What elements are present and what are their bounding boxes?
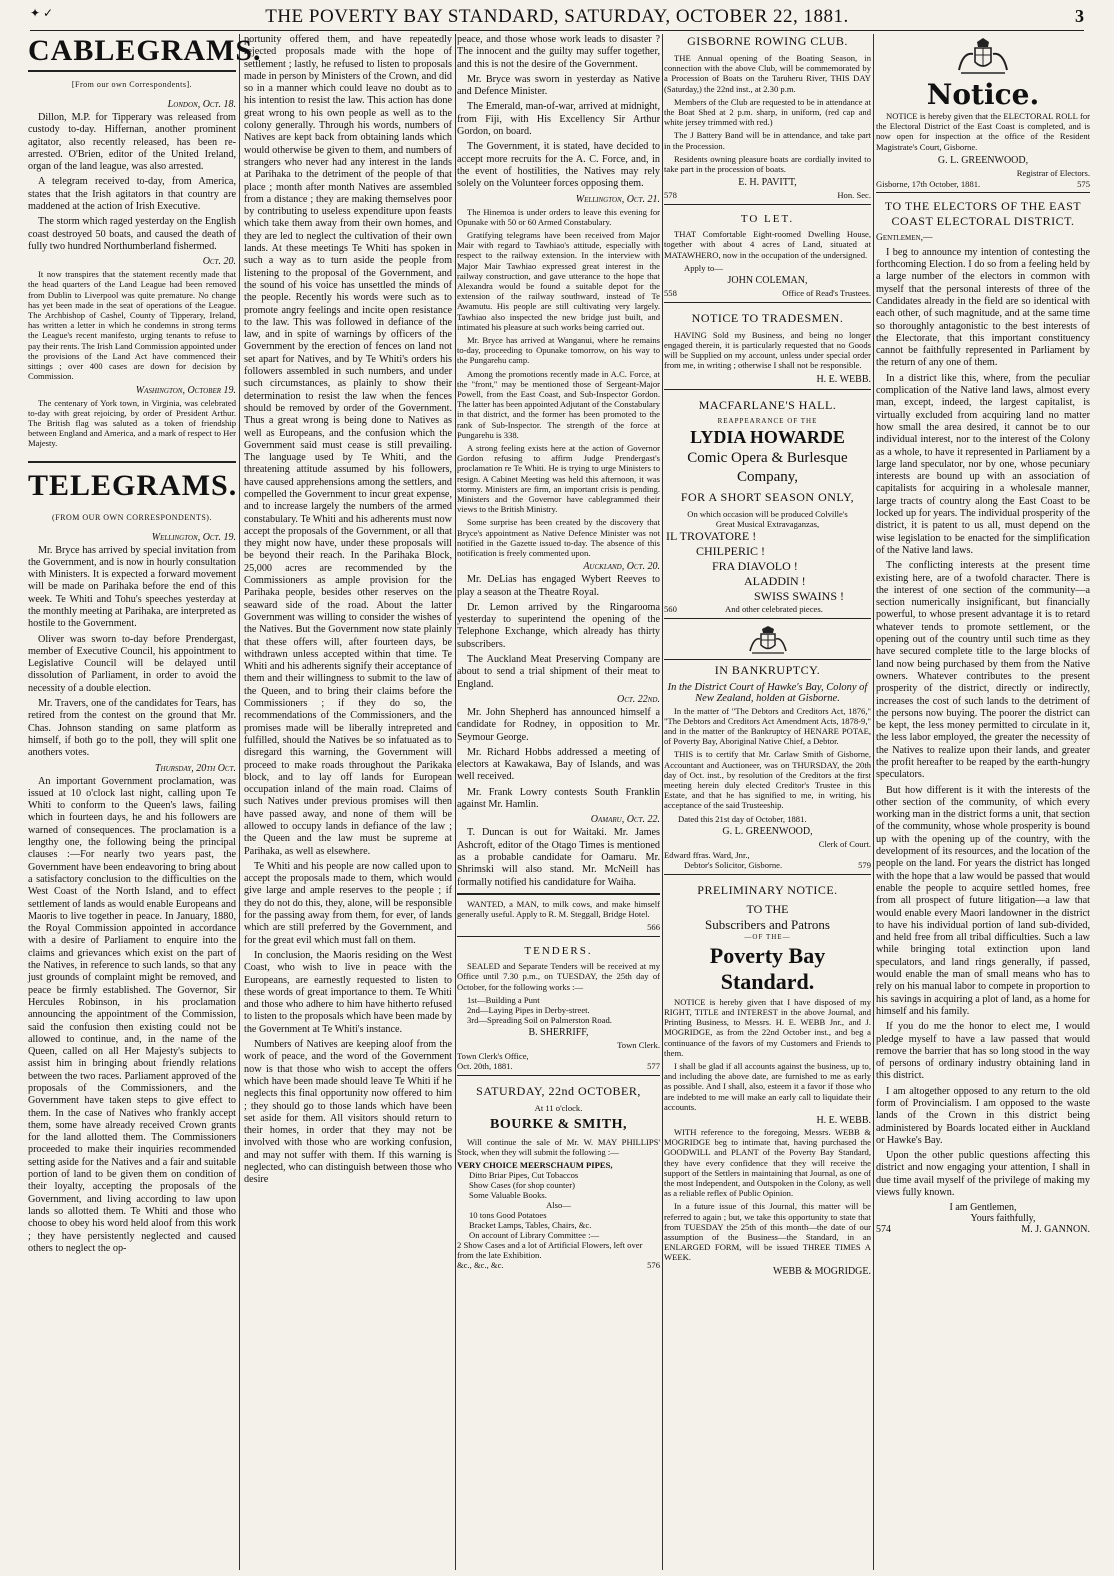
ad-heading: IN BANKRUPTCY. (664, 659, 871, 678)
letter-signature: M. J. GANNON. (1021, 1224, 1090, 1236)
article-paragraph: Mr. Frank Lowry contests South Franklin against Mr. Hamlin. (457, 786, 660, 811)
letter-paragraph: The conflicting interests at the present time existing here, are of a twofold character. There is the interest of one section of the community—a section numerically insignificant, but financially powerful, to whose present advantage it is to retard whatever tends to promote settlement, or the opening out of the country until such time as they have secured complete title to the large blocks of land now being purchased by them from the Native owners. Whatever contributes to the present prosperity of the district, directly or indirectly, increases the cost of such lands to the detriment of the persons now buying. The poorer the district can be kept, the less money permitted to circulate in it, the less labor employed, the greater the necessity of the Natives to realize upon their lands, and greater the profit hereafter to be reaped by the earth-hungry speculators. (876, 560, 1090, 781)
ad-number: 558 (664, 287, 677, 298)
article-paragraph: The Auckland Meat Preserving Company are about to send a trial shipment of their meat to England. (457, 654, 660, 690)
ad-signature: WEBB & MOGRIDGE. (772, 1265, 871, 1277)
ad-text: In a future issue of this Journal, this matter will be referred to again ; but, we take this opportunity to state that from TUESDAY the 25th of this month—the date of our assumption of the Business—the Standard, in an ENLARGED FORM, will be issued THREE TIMES A WEEK. (664, 1201, 871, 1263)
ad-signature: G. L. GREENWOOD, (722, 825, 813, 837)
sale-item: 2 Show Cases and a lot of Artificial Flowers, left over from the late Exhibition. (457, 1240, 643, 1261)
ad-apply: Apply to— (684, 262, 723, 273)
ad-text: WITH reference to the foregoing, Messrs. WEBB & MOGRIDGE beg to intimate that, having purchased the GOODWILL and PLANT of the Poverty Bay Standard, they have every confidence that they will receive the support of the Settlers in maintaining that Journal, as one of the most Independent, and Outspoken in the Colony, as well as a reliable reflex of Public Opinion. (664, 1126, 871, 1199)
ad-date-row (876, 1224, 1090, 1235)
ad-heading: TO LET. (740, 213, 795, 226)
column-2 (244, 34, 452, 1570)
sale-item: 10 tons Good Potatoes (469, 1210, 547, 1221)
ad-heading: GISBORNE ROWING CLUB. (687, 34, 848, 48)
to-let-ad (664, 204, 871, 298)
ad-signature-role: Clerk of Court. (818, 838, 871, 849)
ad-text: THIS is to certify that Mr. Carlaw Smith of Gisborne, Accountant and Auctioneer, was on THURSDAY, the 20th day of Oct. inst., by resolution of the Creditors at the first meeting herein duly elected Creditor's Trustee in this Estate, and that he has signified to me, in writing, his acceptance of the said Trusteeship. (664, 749, 871, 811)
opera-title: SWISS SWAINS ! (754, 588, 845, 603)
ad-date: Dated this 21st day of October, 1881. (678, 813, 807, 824)
corner-mark: ✦ ✓ (30, 6, 54, 20)
ad-time: At 11 o'clock. (534, 1102, 583, 1113)
ad-signature: B. SHERRIFF, (528, 1026, 589, 1038)
dateline: Oct. 22nd. (616, 693, 660, 705)
column-5 (876, 34, 1090, 1570)
opera-list (664, 529, 871, 604)
ad-number: 560 (664, 603, 677, 614)
article-paragraph: Mr. Bryce has arrived by special invitation from the Government, and is now in hourly consultation with Ministers. It is expected a forward movement will be made on Parihaka before the end of this week. Te Whiti and Tohu's speeches yesterday at the monthly meeting at Parihaka, are interpreted as hostile to the Government. (28, 544, 236, 630)
ad-signature-role: Registrar of Electors. (1016, 167, 1090, 178)
dateline: London, Oct. 18. (167, 99, 236, 110)
bankruptcy-notice (664, 618, 871, 870)
sale-etc: &c., &c., &c. (457, 1260, 504, 1271)
salutation: Gentlemen,— (876, 232, 933, 243)
sale-item: Some Valuable Books. (469, 1190, 547, 1201)
ad-firm: BOURKE & SMITH, (489, 1116, 627, 1132)
article-paragraph: T. Duncan is out for Waitaki. Mr. James Ashcroft, editor of the Otago Times is mentioned as a probable candidate for Oamaru. Mr. Shrimski will also stand. Mr. McNeill has formally notified his candidature for Waiha. (457, 827, 660, 888)
ad-heading: MACFARLANE'S HALL. (698, 397, 837, 412)
article-paragraph: A strong feeling exists here at the action of Governor Gordon refusing to affirm Judge Prendergast's proclamation re Te Whiti. He is trying to urge Ministers to resign. A Cabinet Meeting was held this afternoon, it was stormy. Ministers are firm, an important crisis is pending. Ministers and the Governor have cablegrammed their views to the British Ministry. (457, 443, 660, 515)
ad-date: Oct. 20th, 1881. (457, 1060, 513, 1071)
article-paragraph: Mr. Travers, one of the candidates for Tears, has retired from the contest on the ground that Mr. Chas. Johnson standing on same platform as himself, if both go to the poll, they will split one anothers votes. (28, 698, 236, 759)
sale-item: Bracket Lamps, Tables, Chairs, &c. (469, 1220, 592, 1231)
ad-solicitor: Debtor's Solicitor, Gisborne. (684, 859, 783, 870)
company-name: Company, (736, 468, 799, 485)
opera-title: FRA DIAVOLO ! (712, 558, 798, 573)
article-paragraph: The Government, it is stated, have decided to accept more recruits for the A. C. Force, and, in the event of hostilities, the Natives may rely solely on the Volunteer forces opposing them. (457, 141, 660, 190)
article-paragraph: Oliver was sworn to-day before Prendergast, member of Executive Council, his appointment to Legislative Council will be delayed until dissolution of Parliament, in order to avoid the necessity of a double election. (28, 633, 236, 694)
royal-crest-icon (746, 625, 790, 655)
ad-number: 577 (647, 1060, 660, 1071)
electors-heading: TO THE ELECTORS OF THE EAST COAST ELECTORAL DISTRICT. (884, 198, 1082, 228)
article-paragraph: It now transpires that the statement recently made that the head quarters of the Land League had been removed from Dublin to Liverpool was quite premature. No change has yet been made in the seat of operations of the League. The Archbishop of Cashel, County of Tipperary, Ireland, has written a letter in which he condemns in strong terms the League's recent manifesto, urging tenants to refuse to pay their rents. The Irish Land Commission appointed under the provisions of the Land Act have commenced their sittings ; over 400 cases are down for decision by Commission. (28, 269, 236, 382)
ad-text: Will continue the sale of Mr. W. MAY PHILLIPS' Stock, when they will submit the following :— (457, 1136, 660, 1158)
ad-note: And other celebrated pieces. (725, 603, 823, 614)
ad-note: On which occasion will be produced Colville's (687, 508, 848, 519)
sale-ad (457, 1075, 660, 1270)
season-line: FOR A SHORT SEASON ONLY, (680, 489, 855, 504)
letter-paragraph: If you do me the honor to elect me, I would pledge myself to have a law passed that would remove the barrier that has so long stood in the way of persons of ordinary industry obtaining land in this district. (876, 1021, 1090, 1082)
tenders-ad (457, 936, 660, 1071)
article-paragraph: Mr. Bryce was sworn in yesterday as Native and Defence Minister. (457, 73, 660, 98)
article-paragraph: Mr. DeLias has engaged Wybert Reeves to play a season at the Theatre Royal. (457, 574, 660, 598)
opera-title: IL TROVATORE ! (666, 528, 757, 543)
dateline: Wellington, Oct. 19. (151, 531, 236, 543)
opera-title: CHILPERIC ! (696, 543, 765, 558)
ad-solicitor: Edward ffras. Ward, Jnr., (664, 849, 750, 860)
ad-date-row (457, 1061, 660, 1071)
ad-text: WANTED, a MAN, to milk cows, and make himself generally useful. Apply to R. M. Steggall, Bridge Hotel. (457, 898, 660, 919)
column-rule (239, 34, 240, 1570)
ad-signature: JOHN COLEMAN, (727, 274, 808, 286)
opera-title: ALADDIN ! (744, 573, 806, 588)
article-paragraph: A telegram received to-day, from America, states that the Irish agitators in that country are maddened at the action of Irish Executive. (28, 176, 236, 213)
sale-item: Show Cases (for shop counter) (469, 1180, 575, 1191)
ad-text: In the matter of "The Debtors and Creditors Act, 1876," "The Debtors and Creditors Act Amendment Acts, 1878-9," and in the matter of the Bankruptcy of HENARE POTAE, of Poverty Bay, Aboriginal Native Chief, a Debtor. (664, 705, 871, 747)
dateline: Wellington, Oct. 21. (575, 193, 660, 205)
column-4 (664, 34, 871, 1570)
ad-text: SEALED and Separate Tenders will be received at my Office until 7.30 p.m., on TUESDAY, the 25th day of October, for the following works :— (457, 961, 660, 992)
ad-text: Residents owning pleasure boats are cordially invited to take part in the procession of boats. (664, 153, 871, 175)
article-paragraph: The Emerald, man-of-war, arrived at midnight, from Fiji, with His Excellency Sir Arthur Gordon, on board. (457, 101, 660, 138)
ad-subheading: Subscribers and Patrons (705, 916, 830, 932)
masthead-title: THE POVERTY BAY STANDARD, SATURDAY, OCTOBER 22, 1881. (265, 6, 849, 27)
ad-signature: H. E. WEBB. (816, 1114, 871, 1126)
ad-text: THAT Comfortable Eight-roomed Dwelling House, together with about 4 acres of Land, situated at MATAWHERO, now in the occupation of the undersigned. (664, 229, 871, 260)
royal-crest-icon (953, 36, 1013, 76)
letter-paragraph: I am altogether opposed to any return to the old form of Provincialism. I am opposed to the waste lands of the Crown in this district being administered by Boards located either in Auckland or Hawke's Bay. (876, 1085, 1090, 1146)
ad-number: 575 (1077, 178, 1090, 189)
ad-number: 578 (664, 190, 677, 201)
wanted-ad (457, 893, 660, 932)
article-paragraph: peace, and those whose work leads to disaster ? The innocent and the guilty may suffer together, and this is not the desire of the Government. (457, 34, 660, 70)
sale-item: Ditto Briar Pipes, Cut Tobaccos (469, 1170, 579, 1181)
ad-signature-role: Office of Read's Trustees. (782, 287, 871, 298)
dateline: Thursday, 20th Oct. (154, 762, 236, 774)
paper-name: Poverty Bay Standard. (709, 942, 826, 994)
ad-signature: H. E. WEBB. (816, 373, 871, 385)
tradesmen-notice (664, 302, 871, 385)
notice-heading: Notice. (926, 78, 1040, 111)
tender-item: 3rd—Spreading Soil on Palmerston Road. (467, 1014, 612, 1025)
article-paragraph: Dillon, M.P. for Tipperary was released from custody to-day. Hiffernan, another prominent agitator, also recently released, has been re-arrested. O'Brien, editor of the United Ireland, organ of the land league, was also arrested. (28, 112, 236, 173)
article-paragraph: The centenary of York town, in Virginia, was celebrated to-day with great rejoicing, by order of President Arthur. The British flag was saluted as a token of friendship between England and America, and a mark of respect to Her Majesty. (28, 397, 236, 449)
letter-paragraph: Upon the other public questions affecting this district and now engaging your attention, I shall in due time avail myself of the privilege of making my views fully known. (876, 1150, 1090, 1199)
ad-text: I shall be glad if all accounts against the business, up to, and including the above date, are furnished to me as early as possible. And I shall, also, esteem it a favor if those who are indebted to me will make an early call to liquidate their accounts. (664, 1060, 871, 1112)
article-paragraph: Numbers of Natives are keeping aloof from the work of peace, and the word of the Government now is that those who wish to accept the offers which have been made should leave Te Whiti if he neglects this final opportunity now offered to him ; they should go to those lands which have been set aside for them. All visitors should return to their homes, in order that they may not be involved with those who are working confusion, and may not suffer with them. If this warning is neglected, who can distinguish between those who desire (244, 1039, 452, 1186)
article-paragraph: portunity offered them, and have repeatedly rejected proposals made with the hope of settlement ; lastly, he refused to listen to proposals made in person by Ministers of the Crown, and did so in a manner which could leave no doubt as to his intention to resist the law. This action has done great wrong to his own people as well as to the colony generally. Through his words, numbers of Natives are kept back from obtaining lands which would otherwise be given to them, and numbers of strangers who never had any interest in the lands at Parihaka to the detriment of the people of that place ; month after month Natives are assembled from a distance ; they are making themselves poor by contributing to useless expenditure upon feasts which take them away from their own homes, and they are led to neglect the cultivation of their own lands. At these meetings Te Whiti has spoken in such a way as to turn aside the people from listening to the proposal of the Government, and the sound of his voice has unsettled the minds of the people. Recently his words were such as to promote angry feelings and incite open resistance to the law. This was followed in defiance of the law, and in spite of warnings by officers of the Government by the erection of fences on land not set apart for Natives, and by Te Whiti's orders his followers assembled in such numbers, and under such circumstances, as plainly to show their determination to resist the law when the fences should be removed by order of the Government. Thus a great wrong is being done to Natives as well as Europeans, and the confusion which the Government said must cease is still prevailing. The language used by Te Whiti, and the threatening attitude assumed by his followers, have caused apprehensions among the settlers, and compelled the Government to incur great expense, and to increase largely the numbers of the armed constabulary. Te Whiti and his adherents must now accept the proposals of the Government, or all that they might now have, under these proposals will be beyond their reach. In the Parihaka Block, 25,000 acres are recommended by the Commissioners as ample provision for the Parihaka people, besides other reserves on the seaward side of the road. About the latter Government was willing to consider the wishes of the Natives. But the Government now state plainly that these offers will, after fourteen days, be withdrawn unless accepted within that time. Te Whiti and his adherents signify their acceptance of them and their willingness to submit to the law of the Queen, and to bring their claims before the Commissioners ; if they do so, the recommendations of the Commissioners, and the promises made will be liberally intrepreted and fulfilled, should the Natives be so infatuated as to disregard this warning, the Government will proceed to make roads throughout the Parikaka block, and to lay off lands for European occupation inland of the main road. Claims of such Natives under previous promises will then have passed away, and none of them will be allowed to occupy lands in defiance of the law ; the Queen and the law must be supreme at Parihaka, as well as elsewhere. (244, 34, 452, 857)
ad-subheading: REAPPEARANCE OF THE (717, 416, 818, 425)
ad-heading: PRELIMINARY NOTICE. (697, 882, 838, 897)
masthead (30, 4, 1084, 31)
ad-signature: G. L. GREENWOOD, (937, 154, 1029, 166)
article-paragraph: Dr. Lemon arrived by the Ringarooma yesterday to superintend the opening of the Telephone Exchange, which already has thirty subscribers. (457, 601, 660, 650)
ad-note: Great Musical Extravaganzas, (715, 518, 820, 529)
article-paragraph: The storm which raged yesterday on the English coast destroyed 50 boats, and caused the death of fully two hundred Northumberland fishermed. (28, 216, 236, 252)
ad-signature: E. H. PAVITT, (738, 177, 797, 189)
rowing-ad (664, 34, 871, 200)
court-line: In the District Court of Hawke's Bay, Colony of New Zealand, holden at Gisborne. (667, 681, 868, 704)
preliminary-notice (664, 874, 871, 1277)
article-paragraph: Gratifying telegrams have been received from Major Mair with regard to Tawhiao's attitude, especially with respect to the railway extension. In the interview with Major Mair Tawhiao expressed great interest in the railway construction, and gave utterance to the hope that Alexandra would be found a suitable depot for the extension of the railway southward, instead of Te Awamutu. His people are still cultivating very largely. Tawhiao also inspected the new bridge just built, and intimated his pleasure at such works being carried out. (457, 229, 660, 332)
column-rule (662, 34, 663, 1570)
ad-text: NOTICE is hereby given that I have disposed of my RIGHT, TITLE and INTEREST in the above Journal, and Printing Business, to Messrs. H. E. WEBB Jnr., and J. MOGRIDGE, as from the 22nd October inst., and beg a continuance of the favors of my Customers and Friends to them. (664, 996, 871, 1058)
ad-text: HAVING Sold my Business, and being no longer engaged therein, it is particularly requested that no Goods will be Supplied on my account, unless under special order from me, in writing ; otherwise I shall not be responsible. (664, 329, 871, 371)
column-rule (873, 34, 874, 1570)
article-paragraph: An important Government proclamation, was issued at 10 o'clock last night, calling upon Te Whiti to conform to the Queen's laws, failing which in fourteen days, he and his followers are warned of consequences. The proclamation is a lengthy one, the following being the principal clauses :—For nearly two years past, the Government have been endeavoring to bring about a satisfactory conclusion to the difficulties on the West Coast of the North Island, and to effect settlement of lands as would enable Europeans and Maoris to live together in peace. In January, 1880, the Royal Commission appointed in accordance with a desire of Parliament to enquire into the claims and grievances which exist on the part of the Natives, in reference to such lands, so that any just grounds of complaint might be removed, and peace be firmly established. The Governor, Sir Hercules Robinson, in his proclamation announcing the appointment of the Commission, said the confusion then existing could not be allowed to continue, and, in the name of the Queen, called on all Her Majesty's subjects to assist him in bringing about friendly relations between the two races. Parliament approved of the proposals of the Commissioners, and the Government have taken steps to give effect to them. In the case of Natives who frankly accept them, some have already received Crown grants for the land allotted them. The Commissioners proceeded to make their inquiries recommended setting aside for the Natives and a fair and suitable portion of land to be given them on condition of their loyalty, accepting the proposals of the Government, and living according to law upon lands so allotted them. Te Whiti and those who choose to obey his word held aloof from this work ; they have persistently neglected and caused others to neglect the op- (28, 775, 236, 1254)
article-paragraph: In conclusion, the Maoris residing on the West Coast, who wish to live in peace with the Europeans, are earnestly requested to listen to these words of great importance to them. Te Whiti and those who adhere to him have hitherto refused to listen to the proposals which have been made by the Government at Te Whiti's instance. (244, 949, 452, 1035)
tender-item: 2nd—Laying Pipes in Derby-street. (467, 1004, 590, 1015)
ad-date-row (876, 179, 1090, 193)
article-paragraph: Mr. Bryce has arrived at Wanganui, where he remains to-day, proceeding to Opunake tomorrow, on his way to the Pungarehu camp. (457, 335, 660, 366)
article-paragraph: Among the promotions recently made in A.C. Force, at the "front," may be mentioned those of Sergeant-Major Powell, from the East Coast, and Sub-Inspector Gordon. The latter has been appointed Adjutant of the Constabulary in that district, and the former has been promoted to the rank of Sub-Inspector. The strength of the force at Pungarehu is 338. (457, 368, 660, 440)
letter-paragraph: In a district like this, where, from the peculiar complication of the Native land laws, almost every man, except, indeed, the largest capitalist, is virtually excluded from acquiring land no matter how small the area desired, it cannot be to our individual interest, nor to the interest of the Colony as a whole, to have it represented in Parliament by a large land speculator, nor by one, whose pecuniary interests are bound up with an association of capitalists for acquiring in a wholesale manner, large tracts of country along the East Coast to be locked up for years. The individual prosperity of the district, it is patent to us all, must depend on the wise legislation to be enacted for the simplification of the Native land laws. (876, 372, 1090, 556)
ad-subheading: —OF THE— (744, 932, 791, 941)
ad-date-row (664, 190, 871, 200)
ad-heading: NOTICE TO TRADESMEN. (691, 310, 844, 325)
dateline: Oamaru, Oct. 22. (590, 814, 660, 826)
letter-close: Yours faithfully, (970, 1213, 1036, 1225)
sale-item: VERY CHOICE MEERSCHAUM PIPES, (457, 1160, 613, 1171)
sale-also: Also— (546, 1200, 571, 1211)
ad-number: 579 (858, 859, 871, 870)
sale-item: On account of Library Committee :— (469, 1230, 600, 1241)
letter-paragraph: I beg to announce my intention of contesting the forthcoming Election. I do so from a feeling held by a large number of the electors in common with myself that the personal interests of three of the Candidates already in the field are so identical with each other, of such magnitude, and at the same time so thoroughly antagonistic to the best interests of the Electorate, that this important constituency cannot be faithfully represented in Parliament by the return of any one of them. (876, 246, 1090, 369)
ad-date: Gisborne, 17th October, 1881. (876, 178, 981, 189)
company-name: Comic Opera & Burlesque (687, 449, 848, 466)
ad-heading: SATURDAY, 22nd OCTOBER, (476, 1083, 641, 1098)
telegrams-heading: TELEGRAMS. (28, 461, 236, 505)
ad-date-row (664, 860, 871, 870)
dateline: Auckland, Oct. 20. (583, 561, 660, 573)
ad-text: NOTICE is hereby given that the ELECTORAL ROLL for the Electoral District of the East Coast is completed, and is now open for inspection at the office of the Resident Magistrate's Court, Gisborne. (876, 111, 1090, 152)
ad-text: The J Battery Band will be in attendance, and take part in the Procession. (664, 130, 871, 151)
ad-number: 576 (647, 1260, 660, 1271)
ad-number: 574 (876, 1224, 891, 1236)
letter-paragraph: But how different is it with the interests of the other section of the community, of which every working man in the district forms a unit, that section of the community, whose whole prosperity is bound up with the opening up of the country, with the development of its resources, and the location of the people on the land. For years the district has longed with the hope that a law would be passed that would enable the people to acquire settled homes, free from all prospect of future litigation—a law that would enable every Maori landowner in the district to have his individual portion of land sub-divided, and held free from all tribal difficulties. Such a law while bringing total extinction upon land speculators, and land rings generally, if passed, would enable the man of small means who has to rely on his manual labor to compete in proportion to his savings in acquiring a plot of land, as a home for himself and his family. (876, 784, 1090, 1017)
dateline: Washington, October 19. (135, 384, 236, 396)
ad-date-row (457, 1260, 660, 1270)
ad-number: 566 (647, 922, 660, 933)
column-rule (455, 34, 456, 1570)
ad-text: Members of the Club are requested to be in attendance at the Boat Shed at 2 p.m. sharp, in uniform, (red cap and white jersey trimmed with red.) (664, 96, 871, 128)
article-paragraph: Mr. Richard Hobbs addressed a meeting of electors at Kawakawa, Bay of Islands, and was well received. (457, 746, 660, 783)
ad-date-row (664, 604, 871, 614)
article-paragraph: The Hinemoa is under orders to leave this evening for Opunake with 50 or 60 Armed Constabulary. (457, 206, 660, 227)
performer-name: LYDIA HOWARDE (690, 426, 845, 447)
ad-subheading: TO THE (746, 901, 789, 916)
ad-date-row (664, 288, 871, 298)
ad-text: THE Annual opening of the Boating Season, in connection with the above Club, will be commemorated by a Procession of Boats on the Taruheru River, THIS DAY (Saturday,) the 22nd inst., at 2.30 p.m. (664, 53, 871, 94)
article-paragraph: Mr. John Shepherd has announced himself a candidate for Rodney, in opposition to Mr. Seymour George. (457, 706, 660, 743)
article-paragraph: Te Whiti and his people are now called upon to accept the proposals made to them, which would give large and ample reserves to the people ; if they do not do this, they, alone, will be responsible for the passing away from them, for ever, of lands which are still preferred by the Government, and for the great evil which must fall on them. (244, 860, 452, 946)
ad-heading: TENDERS. (524, 945, 593, 958)
article-paragraph: Some surprise has been created by the discovery that Bryce's appointment as Native Defence Minister was not notified in the Gazette issued to-day. The absence of this notification is freely commented upon. (457, 517, 660, 559)
cablegrams-heading: CABLEGRAMS. (28, 34, 236, 72)
ad-office: Town Clerk's Office, (457, 1050, 529, 1061)
cablegrams-source: [From our own Correspondents]. (71, 80, 193, 89)
letter-close: I am Gentlemen, (949, 1202, 1017, 1214)
ad-signature-role: Town Clerk. (617, 1039, 660, 1050)
hall-ad (664, 389, 871, 614)
column-3 (457, 34, 660, 1570)
column-1 (28, 34, 262, 1570)
page-number: 3 (1075, 6, 1084, 26)
tender-item: 1st—Building a Punt (467, 994, 540, 1005)
dateline: Oct. 20. (202, 256, 236, 268)
telegrams-source: (FROM OUR OWN CORRESPONDENTS). (52, 512, 212, 522)
ad-signature-role: Hon. Sec. (837, 190, 871, 201)
